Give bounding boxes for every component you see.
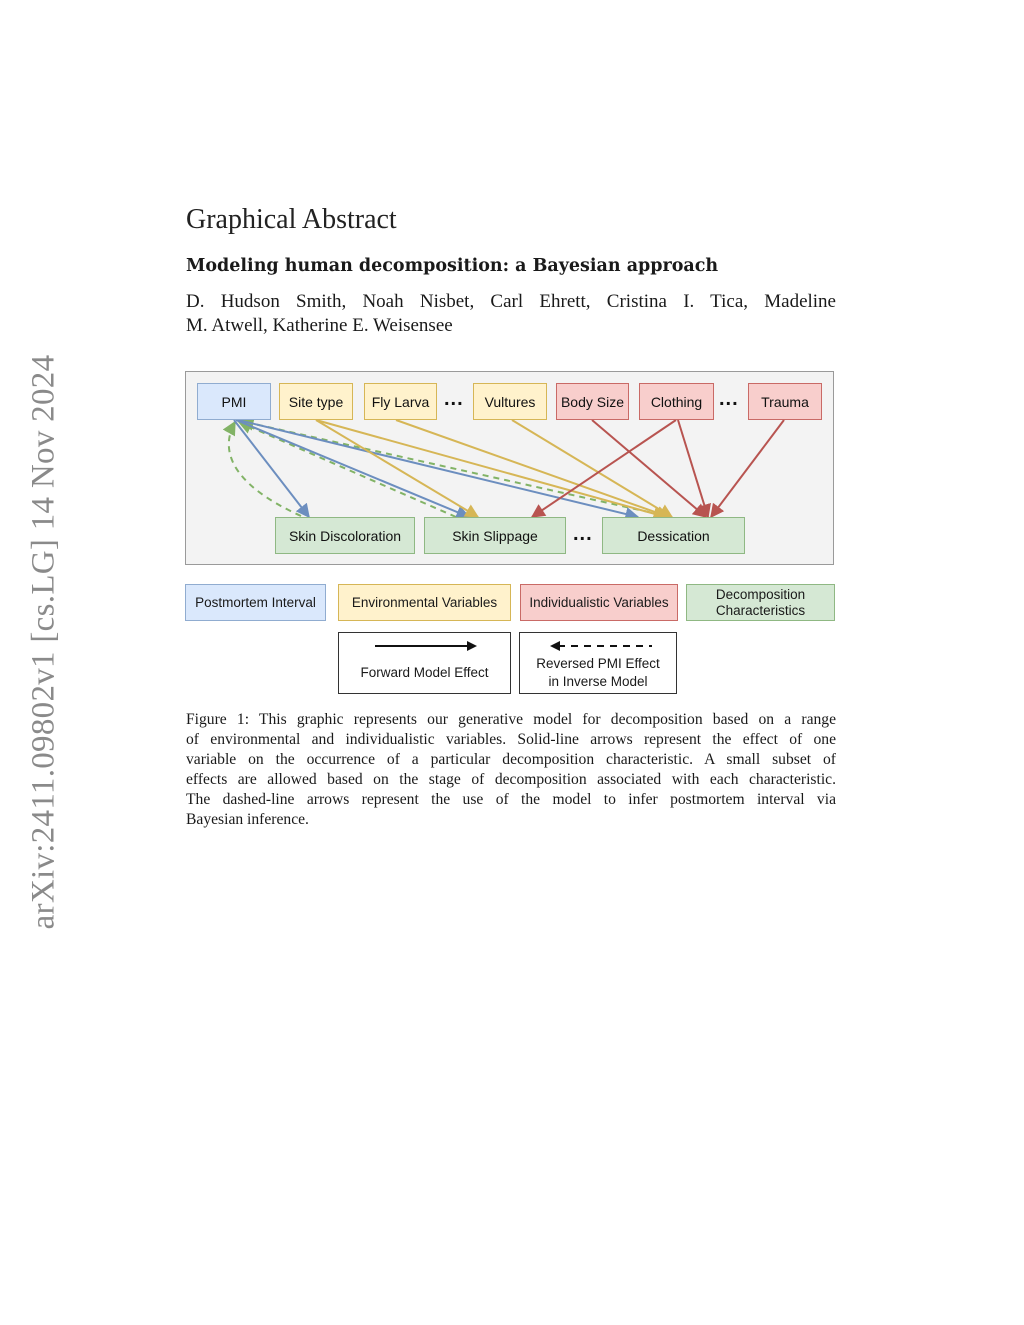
legend-decomposition-line-2: Characteristics — [715, 602, 806, 618]
clothing-arrow-dessication — [678, 420, 708, 517]
node-pmi: PMI — [197, 383, 271, 420]
node-site-type: Site type — [279, 383, 353, 420]
solid-arrow-sample — [371, 639, 481, 653]
bottom-ellipsis: ... — [573, 523, 593, 545]
node-body-size: Body Size — [556, 383, 629, 420]
reverse-label-line-2: in Inverse Model — [548, 674, 648, 689]
reverse-label-line-1: Reversed PMI Effect — [536, 656, 660, 671]
arxiv-side-stamp: arXiv:2411.09802v1 [cs.LG] 14 Nov 2024 — [25, 354, 62, 930]
authors-line-2: M. Atwell, Katherine E. Weisensee — [186, 315, 453, 336]
reverse-arrow-discoloration — [229, 422, 301, 516]
node-dessication: Dessication — [602, 517, 745, 554]
node-clothing: Clothing — [639, 383, 714, 420]
caption-line-2: of environmental and individualistic variables. Solid-line arrows represent the effect of one — [186, 731, 836, 748]
legend-decomposition-line-1: Decomposition — [715, 586, 806, 602]
caption-line-4: effects are allowed based on the stage of decomposition associated with each characteristic. — [186, 771, 836, 788]
legend-postmortem-interval: Postmortem Interval — [185, 584, 326, 621]
caption-line-5: The dashed-line arrows represent the use of the model to infer postmortem interval via — [186, 791, 836, 808]
node-skin-slippage: Skin Slippage — [424, 517, 566, 554]
legend-reverse-effect — [519, 632, 677, 694]
caption-line-1: Figure 1: This graphic represents our generative model for decomposition based on a range — [186, 711, 836, 728]
dashed-arrow-sample — [546, 639, 656, 653]
node-vultures: Vultures — [473, 383, 547, 420]
legend-environmental-variables: Environmental Variables — [338, 584, 511, 621]
diagram-panel — [185, 371, 834, 565]
paper-title: Modeling human decomposition: a Bayesian approach — [186, 256, 719, 276]
node-skin-discoloration: Skin Discoloration — [275, 517, 415, 554]
trauma-arrow-dessication — [711, 420, 784, 517]
author-list — [186, 290, 836, 338]
authors-line-1: D. Hudson Smith, Noah Nisbet, Carl Ehrett, Cristina I. Tica, Madeline — [186, 291, 836, 312]
legend-decomposition-characteristics — [686, 584, 835, 621]
site-arrow-dessication — [316, 420, 666, 517]
node-trauma: Trauma — [748, 383, 822, 420]
figure-caption — [186, 710, 836, 830]
legend-forward-effect — [338, 632, 511, 694]
caption-line-3: variable on the occurrence of a particular decomposition characteristic. A small subset of — [186, 751, 836, 768]
caption-line-6: Bayesian inference. — [186, 811, 309, 828]
forward-label: Forward Model Effect — [360, 665, 489, 680]
page-heading: Graphical Abstract — [186, 204, 397, 235]
node-fly-larva: Fly Larva — [364, 383, 437, 420]
legend-individualistic-variables: Individualistic Variables — [520, 584, 678, 621]
top-ellipsis-2: ... — [719, 388, 739, 410]
top-ellipsis-1: ... — [444, 388, 464, 410]
